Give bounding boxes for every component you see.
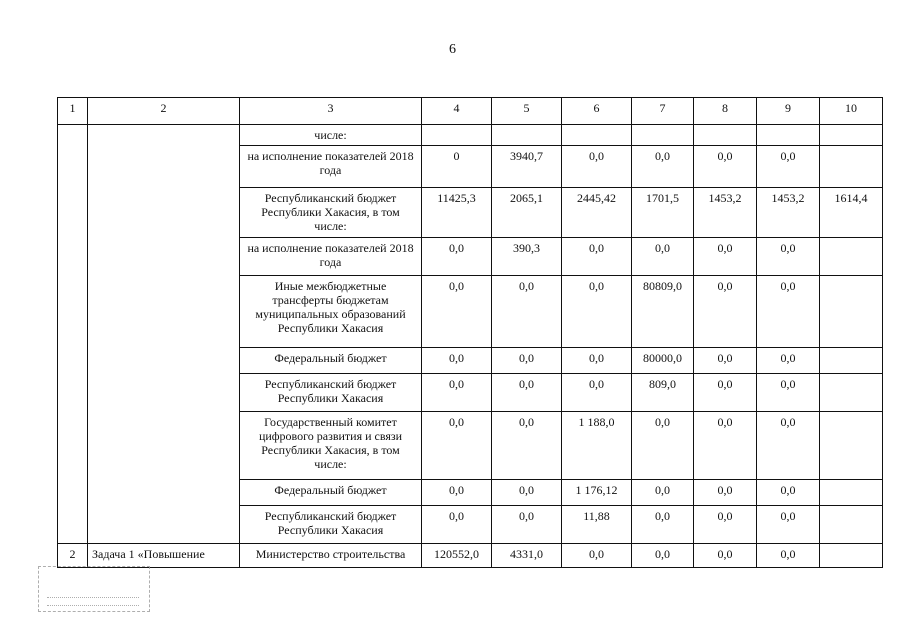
value-cell: 0,0: [562, 544, 632, 568]
value-cell: 0,0: [492, 412, 562, 480]
value-cell: 1 176,12: [562, 480, 632, 506]
value-cell: 3940,7: [492, 146, 562, 188]
table-row: [58, 125, 883, 146]
value-cell: 0,0: [422, 412, 492, 480]
value-cell: 0,0: [422, 374, 492, 412]
value-cell: 0,0: [757, 146, 820, 188]
value-cell: 0,0: [632, 506, 694, 544]
description-cell: числе:: [240, 125, 422, 146]
value-cell: [757, 125, 820, 146]
value-cell: 0,0: [422, 276, 492, 348]
value-cell: 0,0: [632, 412, 694, 480]
header-cell: 9: [757, 98, 820, 125]
value-cell: 0,0: [757, 276, 820, 348]
value-cell: 120552,0: [422, 544, 492, 568]
description-cell: Федеральный бюджет: [240, 480, 422, 506]
value-cell: 0,0: [694, 374, 757, 412]
description-cell: на исполнение показателей 2018 года: [240, 238, 422, 276]
value-cell: 1453,2: [757, 188, 820, 238]
value-cell: [492, 125, 562, 146]
value-cell: 0,0: [632, 146, 694, 188]
budget-table: [57, 97, 883, 568]
value-cell: 0,0: [694, 146, 757, 188]
value-cell: 0,0: [757, 480, 820, 506]
value-cell: 0,0: [757, 348, 820, 374]
registration-stamp: [38, 566, 150, 612]
task-cell: Задача 1 «Повышение: [88, 544, 240, 568]
value-cell: 0: [422, 146, 492, 188]
value-cell: 0,0: [757, 506, 820, 544]
header-cell: 4: [422, 98, 492, 125]
value-cell: [562, 125, 632, 146]
value-cell: 390,3: [492, 238, 562, 276]
value-cell: 80809,0: [632, 276, 694, 348]
value-cell: 0,0: [694, 506, 757, 544]
description-cell: Государственный комитет цифрового развития и связи Республики Хакасия, в том числе:: [240, 412, 422, 480]
value-cell: 80000,0: [632, 348, 694, 374]
value-cell: [820, 544, 883, 568]
header-cell: 1: [58, 98, 88, 125]
value-cell: 0,0: [562, 348, 632, 374]
value-cell: 0,0: [422, 348, 492, 374]
description-cell: Республиканский бюджет Республики Хакасия, в том числе:: [240, 188, 422, 238]
value-cell: 1614,4: [820, 188, 883, 238]
value-cell: 0,0: [562, 238, 632, 276]
value-cell: 0,0: [492, 276, 562, 348]
description-cell: Министерство строительства: [240, 544, 422, 568]
value-cell: [632, 125, 694, 146]
value-cell: 0,0: [492, 506, 562, 544]
header-cell: 6: [562, 98, 632, 125]
value-cell: 0,0: [422, 238, 492, 276]
value-cell: 11,88: [562, 506, 632, 544]
row-number-cell: [58, 125, 88, 544]
value-cell: 11425,3: [422, 188, 492, 238]
value-cell: [820, 412, 883, 480]
value-cell: 0,0: [422, 480, 492, 506]
value-cell: 0,0: [632, 238, 694, 276]
value-cell: 0,0: [694, 276, 757, 348]
value-cell: [820, 348, 883, 374]
value-cell: [820, 238, 883, 276]
value-cell: [820, 125, 883, 146]
header-cell: 2: [88, 98, 240, 125]
value-cell: 0,0: [757, 412, 820, 480]
table-row: [58, 544, 883, 568]
value-cell: [820, 480, 883, 506]
description-cell: Республиканский бюджет Республики Хакасия: [240, 506, 422, 544]
value-cell: 0,0: [492, 348, 562, 374]
value-cell: 0,0: [757, 238, 820, 276]
value-cell: 0,0: [694, 544, 757, 568]
task-cell: [88, 125, 240, 544]
value-cell: 0,0: [422, 506, 492, 544]
value-cell: 0,0: [562, 374, 632, 412]
description-cell: Федеральный бюджет: [240, 348, 422, 374]
header-cell: 10: [820, 98, 883, 125]
value-cell: [820, 506, 883, 544]
value-cell: [694, 125, 757, 146]
value-cell: 1 188,0: [562, 412, 632, 480]
row-number-cell: 2: [58, 544, 88, 568]
value-cell: 0,0: [694, 480, 757, 506]
value-cell: 0,0: [492, 480, 562, 506]
value-cell: 2445,42: [562, 188, 632, 238]
value-cell: 0,0: [757, 544, 820, 568]
description-cell: Республиканский бюджет Республики Хакасия: [240, 374, 422, 412]
page-number: 6: [449, 42, 456, 57]
value-cell: [820, 146, 883, 188]
value-cell: [422, 125, 492, 146]
value-cell: 0,0: [562, 146, 632, 188]
header-cell: 5: [492, 98, 562, 125]
header-cell: 7: [632, 98, 694, 125]
value-cell: 1453,2: [694, 188, 757, 238]
header-cell: 8: [694, 98, 757, 125]
value-cell: [820, 276, 883, 348]
header-row: [58, 98, 883, 125]
value-cell: 4331,0: [492, 544, 562, 568]
description-cell: Иные межбюджетные трансферты бюджетам муниципальных образований Республики Хакасия: [240, 276, 422, 348]
value-cell: 0,0: [757, 374, 820, 412]
value-cell: 1701,5: [632, 188, 694, 238]
header-cell: 3: [240, 98, 422, 125]
value-cell: 0,0: [632, 544, 694, 568]
description-cell: на исполнение показателей 2018 года: [240, 146, 422, 188]
value-cell: 0,0: [562, 276, 632, 348]
value-cell: [820, 374, 883, 412]
value-cell: 809,0: [632, 374, 694, 412]
value-cell: 0,0: [694, 348, 757, 374]
value-cell: 0,0: [492, 374, 562, 412]
value-cell: 0,0: [632, 480, 694, 506]
value-cell: 0,0: [694, 238, 757, 276]
value-cell: 2065,1: [492, 188, 562, 238]
value-cell: 0,0: [694, 412, 757, 480]
